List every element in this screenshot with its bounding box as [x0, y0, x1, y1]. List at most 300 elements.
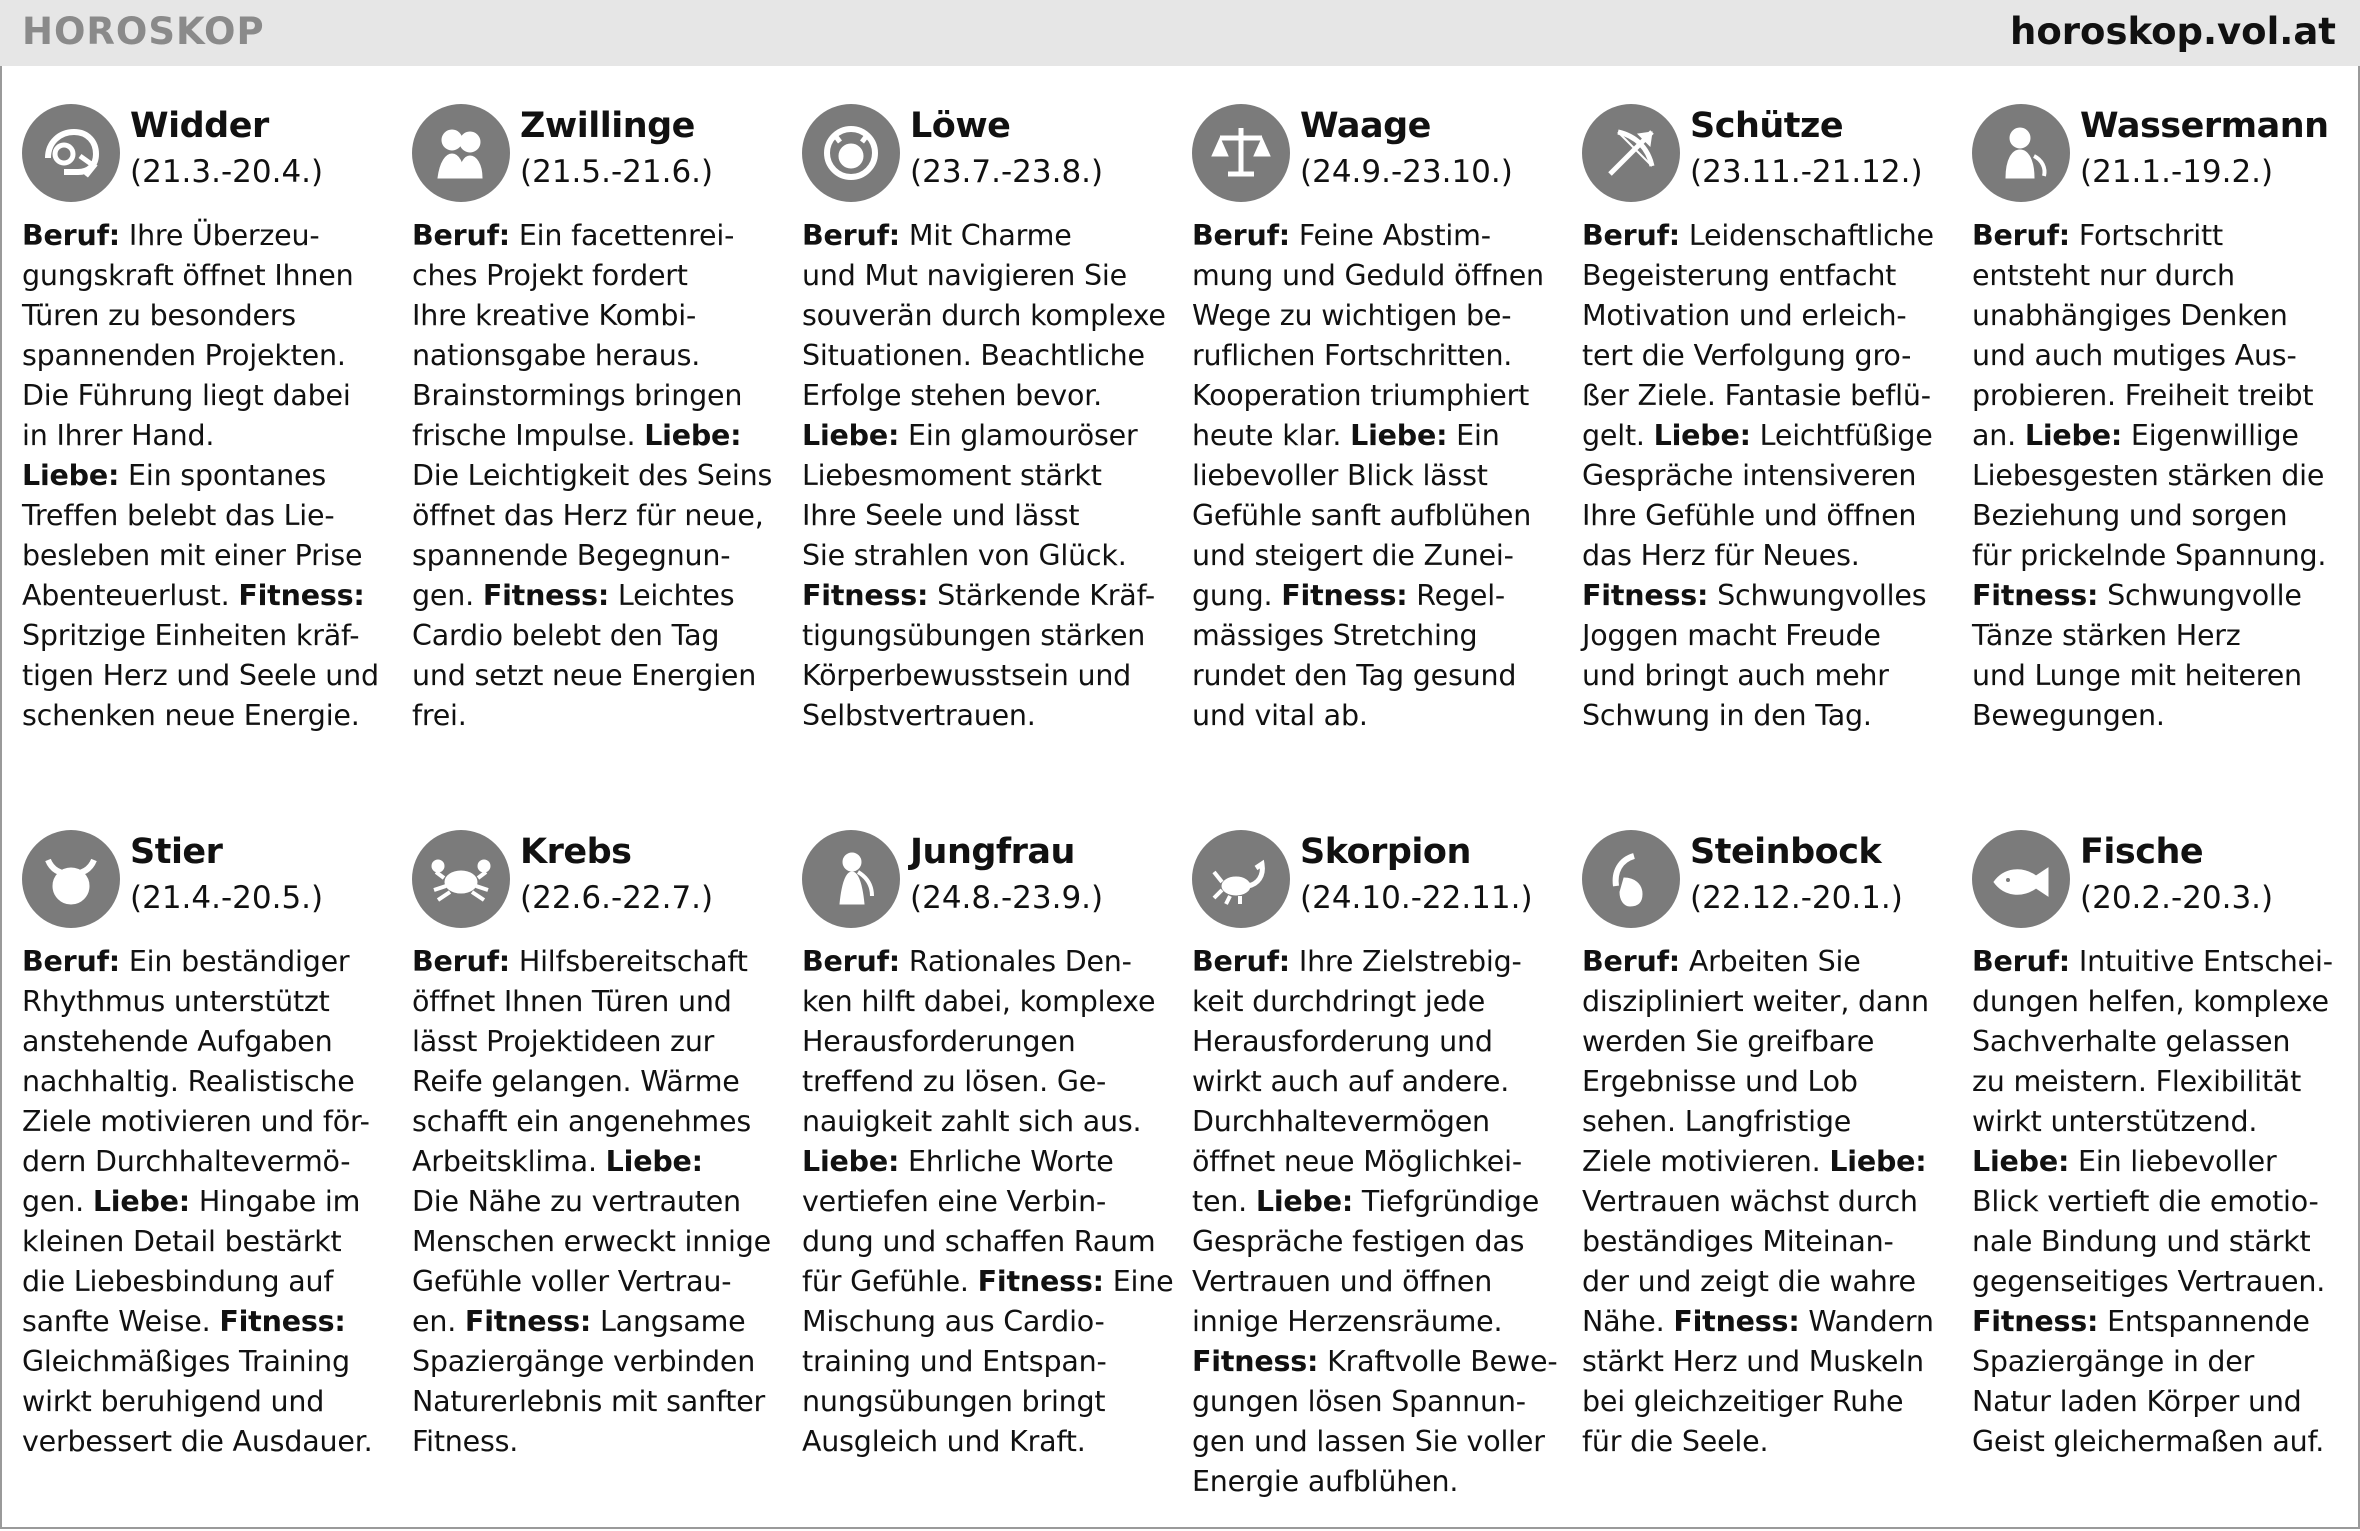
text-line	[802, 616, 1174, 656]
text-segment: Situationen. Beachtliche	[802, 339, 1145, 372]
text-segment: und vital ab.	[1192, 699, 1368, 732]
text-segment: dungen helfen, komplexe	[1972, 985, 2329, 1018]
sign-text	[1192, 942, 1564, 1502]
text-line	[22, 942, 394, 982]
text-line	[802, 1102, 1174, 1142]
text-line	[802, 1262, 1174, 1302]
text-line	[1192, 496, 1564, 536]
text-line	[22, 1422, 394, 1462]
text-segment: Ein beständiger	[120, 945, 350, 978]
sign-name: Schütze	[1690, 106, 1844, 146]
text-line	[22, 376, 394, 416]
text-line	[1582, 1302, 1954, 1342]
page-header	[0, 0, 2360, 66]
text-segment: tert die Verfolgung gro-	[1582, 339, 1912, 372]
text-line	[22, 1062, 394, 1102]
text-line	[412, 1422, 784, 1462]
maiden-icon	[802, 830, 900, 928]
text-line	[1972, 982, 2344, 1022]
text-segment: gen.	[412, 579, 483, 612]
category-label: Liebe:	[22, 459, 120, 492]
text-line	[1192, 1022, 1564, 1062]
text-line	[1582, 216, 1954, 256]
text-line	[1192, 982, 1564, 1022]
text-segment: Gefühle voller Vertrau-	[412, 1265, 732, 1298]
text-line	[1582, 1062, 1954, 1102]
category-label: Fitness:	[482, 579, 610, 612]
text-segment: Schwungvolle	[2098, 579, 2302, 612]
text-line	[412, 616, 784, 656]
text-segment: und Lunge mit heiteren	[1972, 659, 2302, 692]
category-label: Fitness:	[977, 1265, 1104, 1298]
text-segment: Intuitive Entschei-	[2070, 945, 2333, 978]
text-segment: Ergebnisse und Lob	[1582, 1065, 1858, 1098]
text-line	[802, 982, 1174, 1022]
text-line	[1582, 536, 1954, 576]
text-segment: an.	[1972, 419, 2025, 452]
text-line	[1582, 1182, 1954, 1222]
text-line	[22, 1382, 394, 1422]
category-label: Beruf:	[412, 945, 510, 978]
text-segment: Fortschritt	[2070, 219, 2223, 252]
section-title: HOROSKOP	[22, 10, 265, 53]
category-label: Fitness:	[802, 579, 929, 612]
text-line	[1192, 376, 1564, 416]
text-line	[412, 1222, 784, 1262]
text-line	[1582, 1262, 1954, 1302]
text-segment: Fitness.	[412, 1425, 519, 1458]
text-segment: Schwungvolles	[1708, 579, 1927, 612]
text-segment: Brainstormings bringen	[412, 379, 743, 412]
text-segment: Tiefgründige	[1353, 1185, 1540, 1218]
text-segment: Bewegungen.	[1972, 699, 2165, 732]
category-label: Fitness:	[1972, 1305, 2099, 1338]
category-label: Liebe:	[1255, 1185, 1354, 1218]
text-line	[1192, 1302, 1564, 1342]
text-line	[1192, 536, 1564, 576]
text-line	[1972, 1302, 2344, 1342]
text-segment: mung und Geduld öffnen	[1192, 259, 1544, 292]
text-line	[802, 696, 1174, 736]
text-segment: Naturerlebnis mit sanfter	[412, 1385, 766, 1418]
text-segment: ken hilft dabei, komplexe	[802, 985, 1156, 1018]
text-segment: dung und schaffen Raum	[802, 1225, 1156, 1258]
text-line	[1582, 1142, 1954, 1182]
text-segment: schafft ein angenehmes	[412, 1105, 751, 1138]
text-segment: nauigkeit zahlt sich aus.	[802, 1105, 1142, 1138]
text-segment: Ihre Zielstrebig-	[1290, 945, 1522, 978]
text-segment: Erfolge stehen bevor.	[802, 379, 1102, 412]
text-line	[802, 1022, 1174, 1062]
text-line	[412, 496, 784, 536]
text-segment: Tänze stärken Herz	[1972, 619, 2241, 652]
text-segment: mässiges Stretching	[1192, 619, 1478, 652]
text-segment: keit durchdringt jede	[1192, 985, 1486, 1018]
text-segment: Spritzige Einheiten kräf-	[22, 619, 360, 652]
text-segment: das Herz für Neues.	[1582, 539, 1860, 572]
text-line	[802, 1342, 1174, 1382]
text-segment: Leichtfüßige	[1750, 419, 1933, 452]
text-segment: Stärkende Kräf-	[928, 579, 1155, 612]
category-label: Liebe:	[1350, 419, 1448, 452]
text-segment: Wandern	[1799, 1305, 1934, 1338]
text-line	[22, 536, 394, 576]
text-line	[22, 1102, 394, 1142]
text-line	[1192, 616, 1564, 656]
text-line	[802, 1302, 1174, 1342]
sign-name: Krebs	[520, 832, 632, 872]
sign-text	[1582, 216, 1954, 736]
text-segment: gen.	[22, 1185, 93, 1218]
text-line	[802, 296, 1174, 336]
text-line	[1972, 1062, 2344, 1102]
text-segment: Ein	[1447, 419, 1500, 452]
sign-text	[22, 942, 394, 1462]
text-line	[1972, 1142, 2344, 1182]
text-segment: Motivation und erleich-	[1582, 299, 1907, 332]
text-line	[412, 536, 784, 576]
category-label: Beruf:	[1582, 945, 1680, 978]
text-segment: tigungsübungen stärken	[802, 619, 1146, 652]
sign-name: Jungfrau	[910, 832, 1075, 872]
text-line	[1582, 1222, 1954, 1262]
text-line	[1972, 576, 2344, 616]
text-line	[22, 456, 394, 496]
sign-dates: (23.7.-23.8.)	[910, 154, 1104, 190]
text-segment: Ziele motivieren und för-	[22, 1105, 370, 1138]
text-line	[1972, 656, 2344, 696]
text-line	[1582, 696, 1954, 736]
text-line	[1192, 296, 1564, 336]
text-line	[22, 416, 394, 456]
sign-name: Skorpion	[1300, 832, 1471, 872]
text-segment: stärkt Herz und Muskeln	[1582, 1345, 1924, 1378]
text-segment: Ein glamouröser	[899, 419, 1138, 452]
twins-icon	[412, 104, 510, 202]
text-segment: Eigenwillige	[2122, 419, 2299, 452]
text-line	[412, 416, 784, 456]
text-line	[412, 576, 784, 616]
text-segment: Ein facettenrei-	[510, 219, 735, 252]
text-line	[22, 1342, 394, 1382]
text-segment: Wege zu wichtigen be-	[1192, 299, 1512, 332]
text-line	[1192, 1222, 1564, 1262]
text-line	[1582, 656, 1954, 696]
text-segment: bei gleichzeitiger Ruhe	[1582, 1385, 1904, 1418]
text-line	[802, 1382, 1174, 1422]
text-line	[412, 1062, 784, 1102]
text-segment: gung.	[1192, 579, 1282, 612]
text-segment: die Liebesbindung auf	[22, 1265, 334, 1298]
text-line	[802, 336, 1174, 376]
sign-text	[412, 216, 784, 736]
text-line	[1972, 256, 2344, 296]
text-segment: nale Bindung und stärkt	[1972, 1225, 2311, 1258]
text-segment: Ausgleich und Kraft.	[802, 1425, 1086, 1458]
text-segment: Abenteuerlust.	[22, 579, 239, 612]
sign-dates: (21.3.-20.4.)	[130, 154, 324, 190]
text-segment: in Ihrer Hand.	[22, 419, 215, 452]
text-segment: besleben mit einer Prise	[22, 539, 363, 572]
text-line	[1972, 942, 2344, 982]
text-segment: Schwung in den Tag.	[1582, 699, 1872, 732]
text-line	[412, 1022, 784, 1062]
text-segment: Selbstvertrauen.	[802, 699, 1036, 732]
text-segment: heute klar.	[1192, 419, 1351, 452]
text-line	[1972, 1022, 2344, 1062]
category-label: Beruf:	[1192, 945, 1290, 978]
text-line	[1972, 696, 2344, 736]
sign-text	[802, 216, 1174, 736]
text-segment: Spaziergänge verbinden	[412, 1345, 756, 1378]
sign-dates: (22.6.-22.7.)	[520, 880, 714, 916]
text-segment: kleinen Detail bestärkt	[22, 1225, 342, 1258]
text-line	[802, 1062, 1174, 1102]
text-segment: Ihre Überzeu-	[120, 219, 320, 252]
text-line	[1972, 616, 2344, 656]
sign-name: Löwe	[910, 106, 1011, 146]
text-line	[412, 336, 784, 376]
text-segment: Herausforderungen	[802, 1025, 1076, 1058]
text-line	[1972, 1102, 2344, 1142]
text-segment: und bringt auch mehr	[1582, 659, 1889, 692]
text-segment: Leichtes	[609, 579, 735, 612]
fish-icon	[1972, 830, 2070, 928]
sign-name: Wassermann	[2080, 106, 2329, 146]
text-line	[412, 1302, 784, 1342]
water-bearer-icon	[1972, 104, 2070, 202]
text-line	[1972, 1422, 2344, 1462]
text-segment: dern Durchhaltevermö-	[22, 1145, 351, 1178]
text-line	[1972, 416, 2344, 456]
text-segment: Mit Charme	[900, 219, 1072, 252]
sign-dates: (21.5.-21.6.)	[520, 154, 714, 190]
text-line	[1192, 1182, 1564, 1222]
text-segment: ten.	[1192, 1185, 1256, 1218]
text-segment: frische Impulse.	[412, 419, 645, 452]
text-line	[412, 982, 784, 1022]
text-line	[22, 256, 394, 296]
sign-name: Widder	[130, 106, 269, 146]
text-segment: ruflichen Fortschritten.	[1192, 339, 1513, 372]
text-line	[412, 1182, 784, 1222]
text-segment: entsteht nur durch	[1972, 259, 2235, 292]
category-label: Fitness:	[1673, 1305, 1800, 1338]
text-segment: verbessert die Ausdauer.	[22, 1425, 373, 1458]
ibex-icon	[1582, 830, 1680, 928]
text-line	[22, 1142, 394, 1182]
category-label: Liebe:	[605, 1145, 703, 1178]
text-segment: ßer Ziele. Fantasie beflü-	[1582, 379, 1931, 412]
text-line	[802, 536, 1174, 576]
category-label: Fitness:	[1192, 1345, 1319, 1378]
text-segment: und setzt neue Energien	[412, 659, 757, 692]
text-segment: Regel-	[1407, 579, 1505, 612]
scorpion-icon	[1192, 830, 1290, 928]
text-segment: Langsame	[591, 1305, 746, 1338]
category-label: Liebe:	[644, 419, 742, 452]
text-segment: sehen. Langfristige	[1582, 1105, 1852, 1138]
text-segment: beständiges Miteinan-	[1582, 1225, 1894, 1258]
text-segment: Rationales Den-	[900, 945, 1132, 978]
text-segment: öffnet Ihnen Türen und	[412, 985, 732, 1018]
text-line	[1972, 1222, 2344, 1262]
sign-text	[802, 942, 1174, 1462]
text-segment: Natur laden Körper und	[1972, 1385, 2302, 1418]
text-segment: nungsübungen bringt	[802, 1385, 1106, 1418]
text-line	[1192, 1422, 1564, 1462]
text-segment: und Mut navigieren Sie	[802, 259, 1127, 292]
sign-text	[412, 942, 784, 1462]
text-segment: Mischung aus Cardio-	[802, 1305, 1105, 1338]
sign-dates: (24.10.-22.11.)	[1300, 880, 1533, 916]
text-segment: Sachverhalte gelassen	[1972, 1025, 2291, 1058]
text-segment: Körperbewusstsein und	[802, 659, 1132, 692]
lion-icon	[802, 104, 900, 202]
text-line	[1582, 256, 1954, 296]
text-line	[802, 376, 1174, 416]
category-label: Beruf:	[1582, 219, 1680, 252]
text-segment: Ein spontanes	[119, 459, 327, 492]
text-line	[1192, 656, 1564, 696]
text-line	[412, 942, 784, 982]
text-line	[1192, 416, 1564, 456]
text-segment: für die Seele.	[1582, 1425, 1769, 1458]
text-line	[412, 1102, 784, 1142]
text-line	[1582, 942, 1954, 982]
text-segment: Beziehung und sorgen	[1972, 499, 2288, 532]
category-label: Liebe:	[802, 419, 900, 452]
text-segment: Vertrauen wächst durch	[1582, 1185, 1918, 1218]
text-segment: Gespräche festigen das	[1192, 1225, 1525, 1258]
text-line	[802, 456, 1174, 496]
text-segment: zu meistern. Flexibilität	[1972, 1065, 2302, 1098]
text-line	[1192, 336, 1564, 376]
text-line	[22, 296, 394, 336]
text-line	[1192, 1462, 1564, 1502]
sign-dates: (24.9.-23.10.)	[1300, 154, 1513, 190]
text-segment: Nähe.	[1582, 1305, 1674, 1338]
text-segment: tigen Herz und Seele und	[22, 659, 379, 692]
category-label: Fitness:	[464, 1305, 592, 1338]
text-segment: unabhängiges Denken	[1972, 299, 2288, 332]
text-line	[802, 1142, 1174, 1182]
text-segment: werden Sie greifbare	[1582, 1025, 1875, 1058]
text-segment: spannenden Projekten.	[22, 339, 346, 372]
text-line	[412, 216, 784, 256]
text-line	[22, 696, 394, 736]
text-line	[1972, 496, 2344, 536]
text-line	[22, 982, 394, 1022]
site-url[interactable]: horoskop.vol.at	[2010, 10, 2336, 53]
sign-text	[1192, 216, 1564, 736]
text-line	[412, 656, 784, 696]
category-label: Beruf:	[1192, 219, 1290, 252]
text-segment: ches Projekt fordert	[412, 259, 688, 292]
text-line	[1582, 456, 1954, 496]
text-segment: innige Herzensräume.	[1192, 1305, 1503, 1338]
text-line	[22, 1302, 394, 1342]
text-segment: spannende Begegnun-	[412, 539, 731, 572]
text-line	[802, 416, 1174, 456]
text-segment: Türen zu besonders	[22, 299, 296, 332]
text-segment: gegenseitiges Vertrauen.	[1972, 1265, 2326, 1298]
text-line	[1972, 336, 2344, 376]
text-segment: Vertrauen und öffnen	[1192, 1265, 1493, 1298]
text-line	[1582, 1022, 1954, 1062]
category-label: Liebe:	[1653, 419, 1751, 452]
category-label: Liebe:	[1829, 1145, 1927, 1178]
text-segment: Ihre Gefühle und öffnen	[1582, 499, 1917, 532]
text-segment: Leidenschaftliche	[1680, 219, 1934, 252]
text-line	[22, 656, 394, 696]
text-line	[412, 1382, 784, 1422]
text-segment: für prickelnde Spannung.	[1972, 539, 2327, 572]
text-line	[22, 1182, 394, 1222]
text-segment: öffnet neue Möglichkei-	[1192, 1145, 1522, 1178]
sign-dates: (22.12.-20.1.)	[1690, 880, 1903, 916]
text-segment: treffend zu lösen. Ge-	[802, 1065, 1107, 1098]
text-line	[1192, 1062, 1564, 1102]
crab-icon	[412, 830, 510, 928]
text-segment: diszipliniert weiter, dann	[1582, 985, 1929, 1018]
sign-name: Stier	[130, 832, 223, 872]
text-line	[1972, 296, 2344, 336]
text-line	[1972, 1382, 2344, 1422]
text-line	[1582, 982, 1954, 1022]
text-line	[1192, 576, 1564, 616]
text-line	[22, 336, 394, 376]
text-line	[1192, 696, 1564, 736]
text-line	[22, 616, 394, 656]
sign-text	[22, 216, 394, 736]
text-segment: anstehende Aufgaben	[22, 1025, 333, 1058]
text-segment: Kooperation triumphiert	[1192, 379, 1530, 412]
text-line	[1192, 1142, 1564, 1182]
bow-arrow-icon	[1582, 104, 1680, 202]
text-line	[802, 216, 1174, 256]
ram-icon	[22, 104, 120, 202]
text-segment: Liebesmoment stärkt	[802, 459, 1102, 492]
category-label: Beruf:	[1972, 219, 2070, 252]
text-segment: Arbeiten Sie	[1680, 945, 1861, 978]
text-line	[412, 256, 784, 296]
text-line	[1582, 1102, 1954, 1142]
text-line	[412, 1262, 784, 1302]
text-segment: gungen lösen Spannun-	[1192, 1385, 1526, 1418]
text-segment: Ihre kreative Kombi-	[412, 299, 697, 332]
text-segment: Ihre Seele und lässt	[802, 499, 1080, 532]
text-line	[412, 296, 784, 336]
text-segment: rundet den Tag gesund	[1192, 659, 1517, 692]
text-segment: Ein liebevoller	[2069, 1145, 2277, 1178]
text-line	[802, 942, 1174, 982]
text-line	[1582, 416, 1954, 456]
text-line	[412, 1142, 784, 1182]
text-segment: souverän durch komplexe	[802, 299, 1166, 332]
text-segment: probieren. Freiheit treibt	[1972, 379, 2314, 412]
text-segment: Eine	[1103, 1265, 1174, 1298]
text-line	[1192, 456, 1564, 496]
category-label: Beruf:	[22, 945, 120, 978]
text-segment: Treffen belebt das Lie-	[22, 499, 335, 532]
text-segment: Herausforderung und	[1192, 1025, 1493, 1058]
text-line	[802, 1182, 1174, 1222]
text-segment: öffnet das Herz für neue,	[412, 499, 764, 532]
sign-name: Waage	[1300, 106, 1431, 146]
text-line	[802, 1222, 1174, 1262]
text-segment: frei.	[412, 699, 467, 732]
